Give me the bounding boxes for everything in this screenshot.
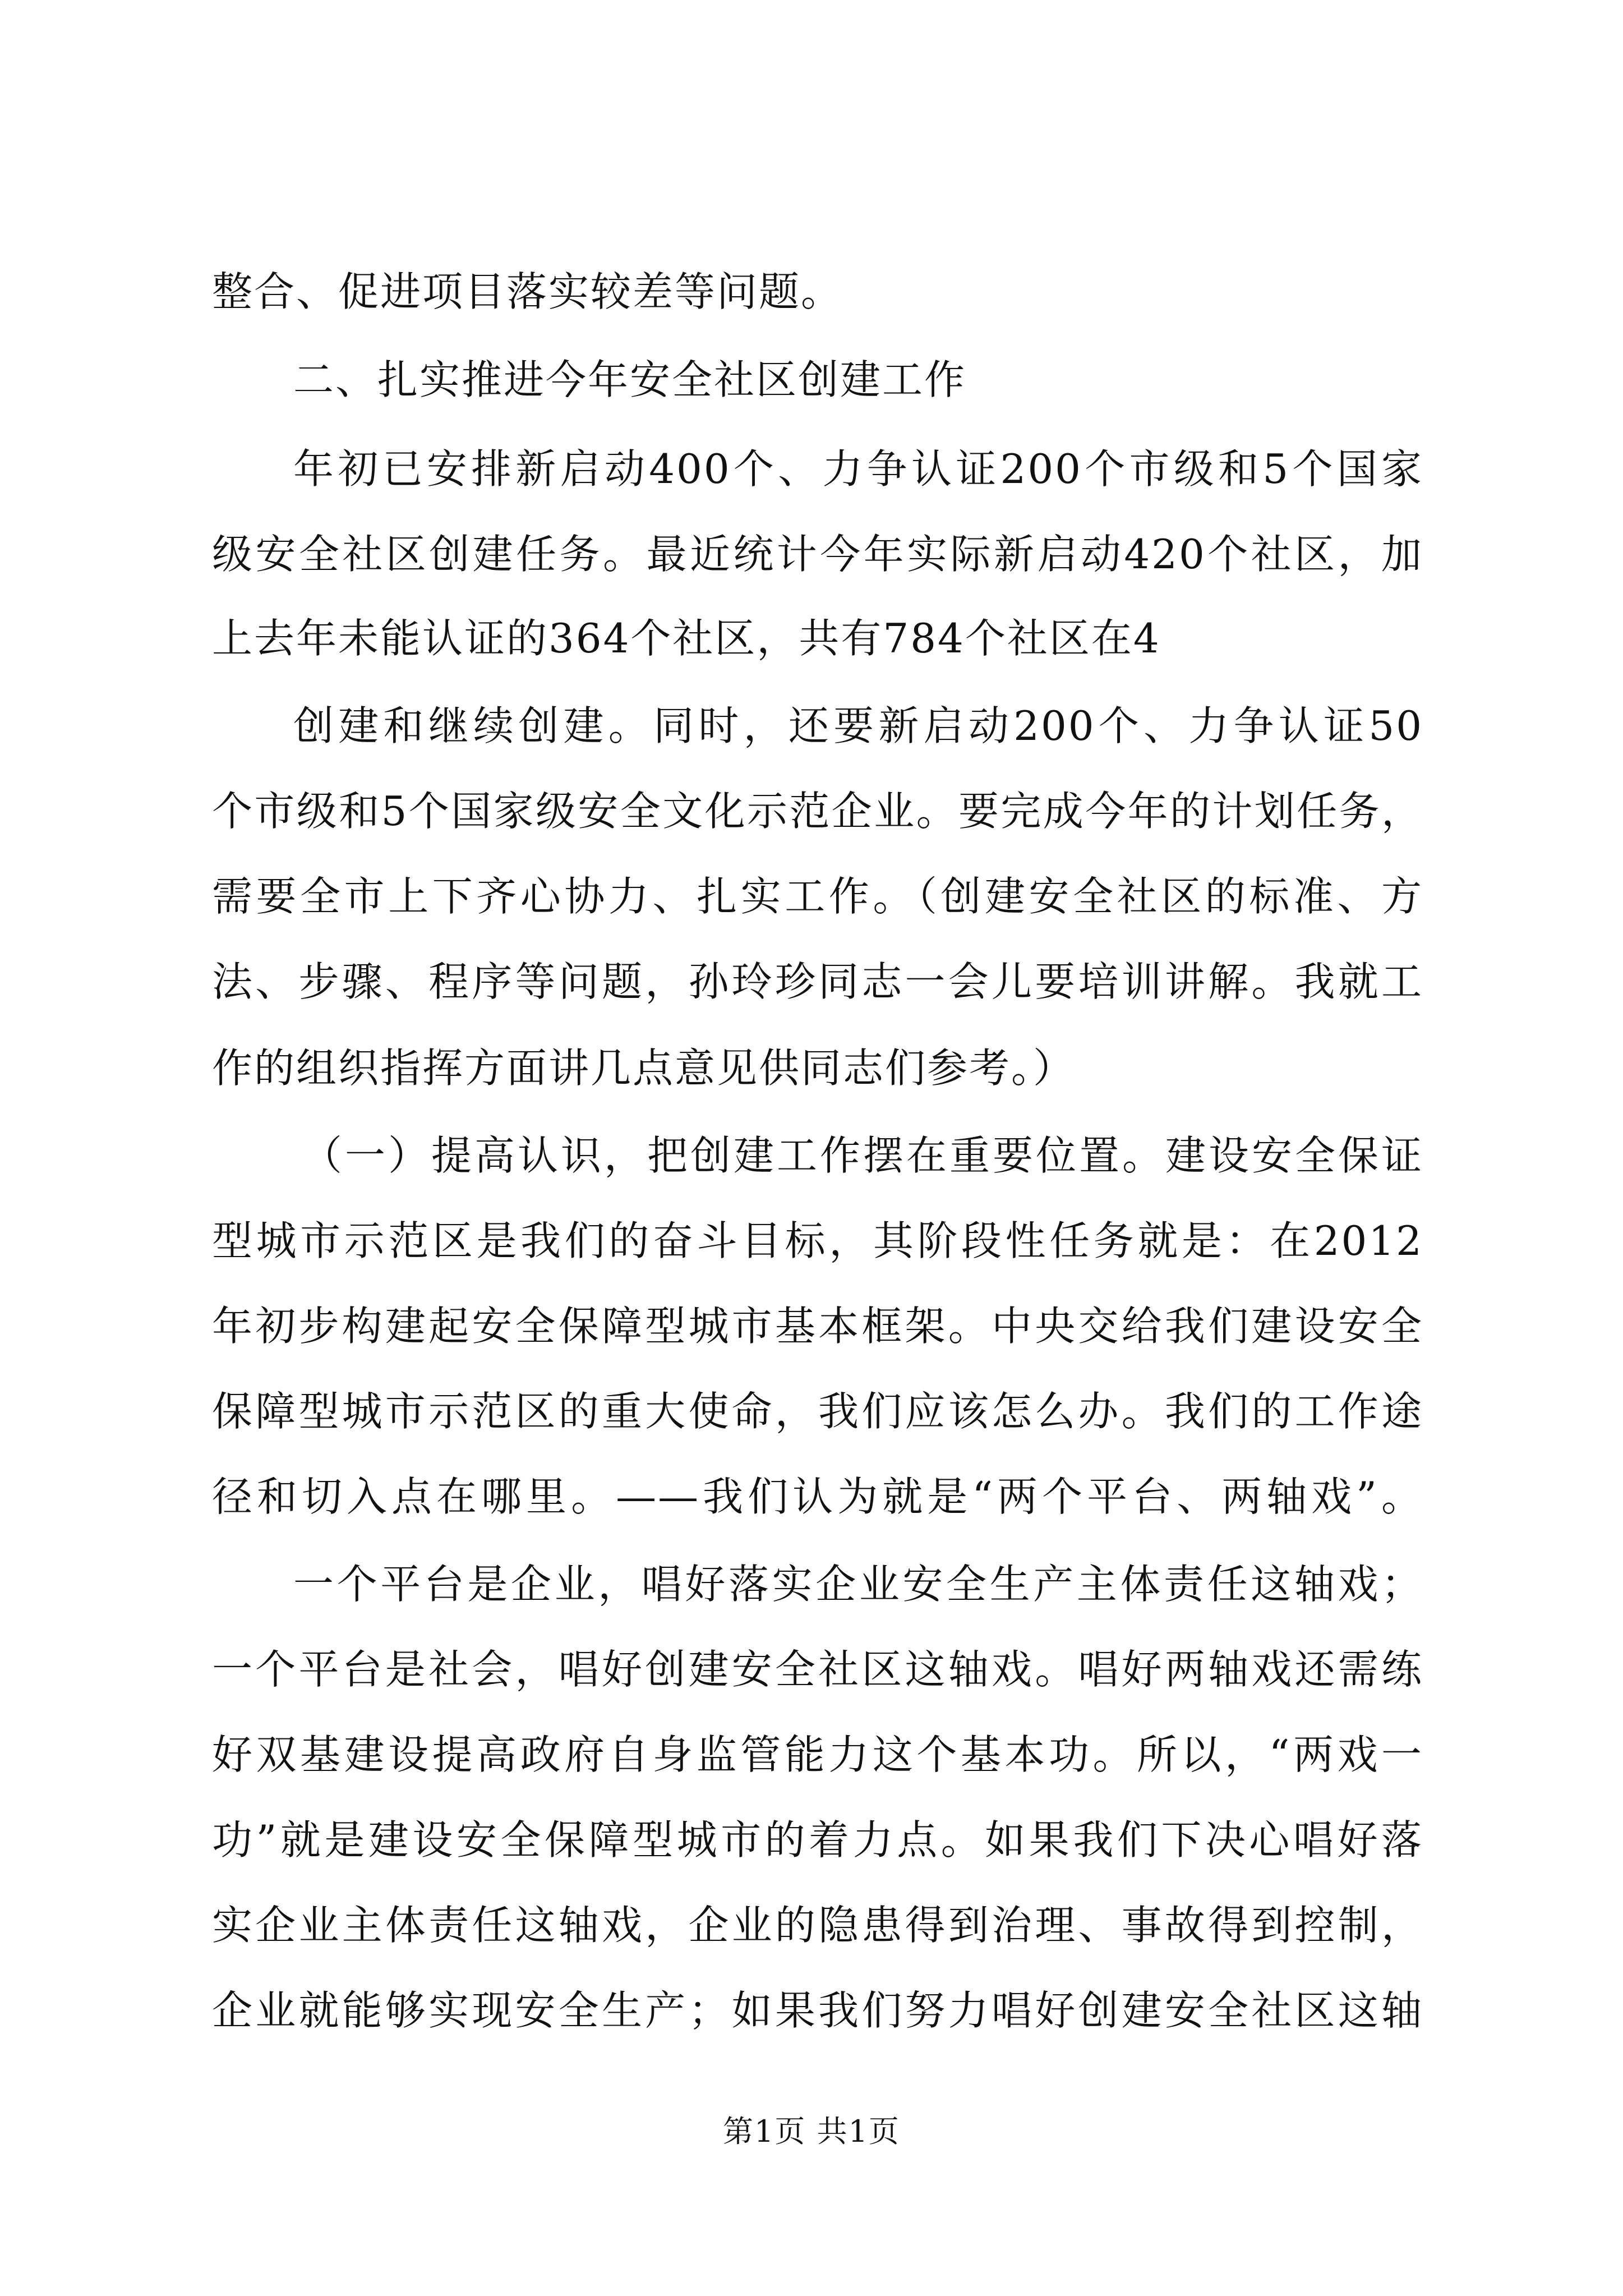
text-line: 作的组织指挥方面讲几点意见供同志们参考。） [212, 1045, 1076, 1092]
text-line: 需要全市上下齐心协力、扎实工作。（创建安全社区的标准、方 [212, 873, 1423, 920]
text-line: 企业就能够实现安全生产；如果我们努力唱好创建安全社区这轴 [212, 1987, 1423, 2034]
page-footer: 第1页 共1页 [723, 2114, 900, 2149]
text-line: 型城市示范区是我们的奋斗目标，其阶段性任务就是：在2012 [212, 1217, 1423, 1264]
text-line: 保障型城市示范区的重大使命，我们应该怎么办。我们的工作途 [212, 1388, 1423, 1435]
text-line: 个市级和5个国家级安全文化示范企业。要完成今年的计划任务， [212, 788, 1423, 835]
text-line: 好双基建设提高政府自身监管能力这个基本功。所以，“两戏一 [212, 1731, 1423, 1778]
text-line: 法、步骤、程序等问题，孙玲珍同志一会儿要培训讲解。我就工 [212, 958, 1423, 1005]
text-line: 径和切入点在哪里。——我们认为就是“两个平台、两轴戏”。 [212, 1473, 1423, 1520]
text-line: 级安全社区创建任务。最近统计今年实际新启动420个社区，加 [212, 531, 1423, 578]
text-line: 年初已安排新启动400个、力争认证200个市级和5个国家 [293, 445, 1423, 493]
text-line: 整合、促进项目落实较差等问题。 [212, 268, 843, 315]
text-line: 功”就是建设安全保障型城市的着力点。如果我们下决心唱好落 [212, 1816, 1423, 1864]
section-heading: 二、扎实推进今年安全社区创建工作 [293, 356, 967, 403]
subsection-heading: （一）提高认识，把创建工作摆在重要位置。建设安全保证 [302, 1132, 1423, 1179]
text-line: 创建和继续创建。同时，还要新启动200个、力争认证50 [293, 702, 1423, 749]
text-line: 实企业主体责任这轴戏，企业的隐患得到治理、事故得到控制， [212, 1902, 1423, 1949]
text-line: 一个平台是企业，唱好落实企业安全生产主体责任这轴戏； [293, 1561, 1423, 1608]
text-line: 年初步构建起安全保障型城市基本框架。中央交给我们建设安全 [212, 1303, 1423, 1350]
text-line: 一个平台是社会，唱好创建安全社区这轴戏。唱好两轴戏还需练 [212, 1646, 1423, 1693]
text-line: 上去年未能认证的364个社区，共有784个社区在4 [212, 615, 1161, 662]
